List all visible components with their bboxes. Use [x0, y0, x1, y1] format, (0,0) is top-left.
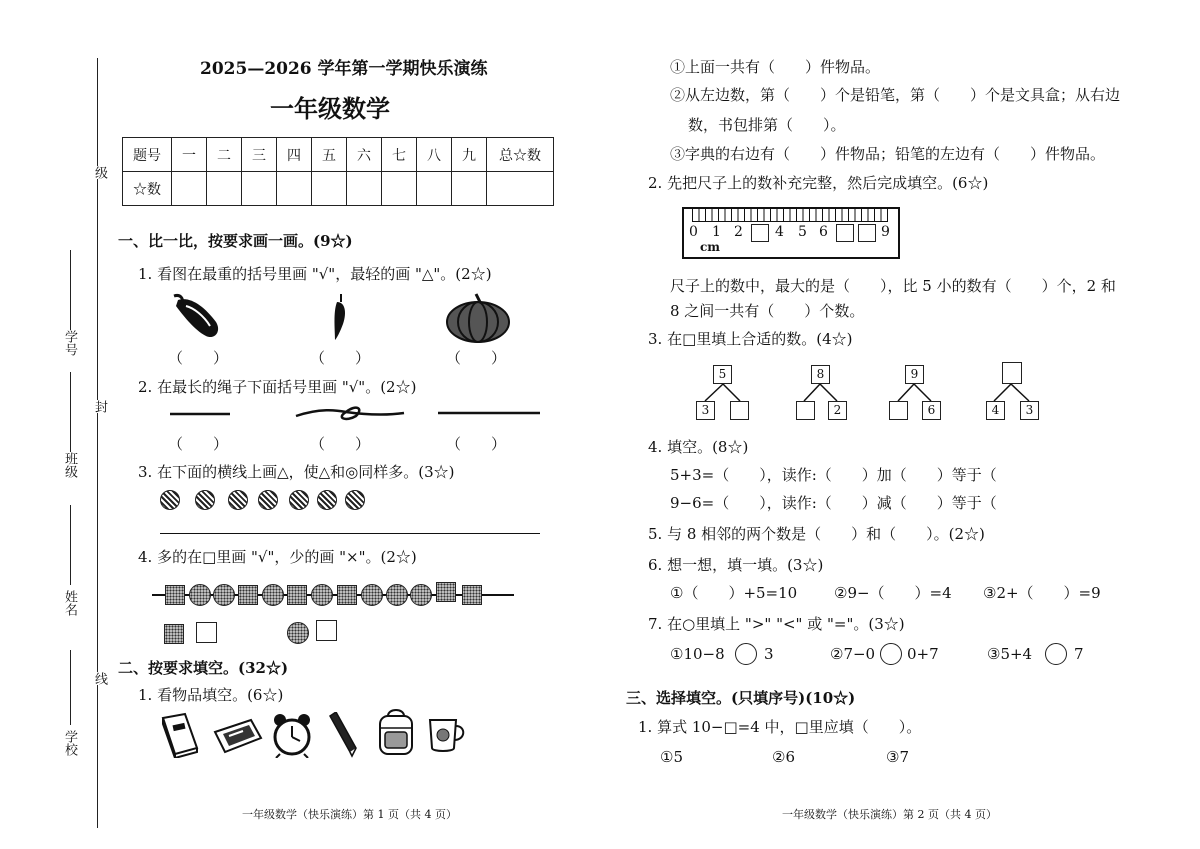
score-cell[interactable] — [172, 172, 207, 206]
question-2-1: 1. 看物品填空。(6☆) — [138, 686, 284, 704]
question-1-3: 3. 在下面的横线上画△，使△和◎同样多。(3☆) — [138, 463, 455, 481]
bead-circle — [189, 584, 211, 606]
question-3-1: 1. 算式 10−□=4 中，□里应填（ ）。 — [638, 718, 922, 736]
question-2-4: 4. 填空。(8☆) — [648, 438, 749, 456]
score-header-cell: 题号 — [123, 138, 172, 172]
ruler-blank-box[interactable] — [751, 224, 769, 242]
answer-paren[interactable]: （ ） — [168, 349, 229, 367]
answer-paren[interactable]: （ ） — [446, 349, 507, 367]
banji-line — [70, 372, 71, 452]
score-input-row — [123, 172, 554, 206]
bond-right[interactable]: 6 — [922, 401, 941, 420]
ruler-ticks — [692, 209, 888, 221]
neighbors-question: ③字典的右边有（ ）件物品；铅笔的左边有（ ）件物品。 — [670, 145, 1106, 163]
binding-label-xuehao[interactable]: 学号 — [62, 330, 77, 356]
chili-pepper-image — [327, 292, 353, 342]
score-header-cell: 总☆数 — [487, 138, 554, 172]
compare-a-right: 3 — [764, 645, 774, 663]
ruler-number: 4 — [775, 224, 784, 240]
alarm-clock-icon — [270, 712, 314, 758]
xuexiao-line — [70, 650, 71, 725]
answer-box[interactable] — [196, 622, 217, 643]
bond-right[interactable]: 2 — [828, 401, 847, 420]
bond-left[interactable] — [889, 401, 908, 420]
position-question: ②从左边数，第（ ）个是铅笔，第（ ）个是文具盒；从右边 — [670, 86, 1121, 104]
ruler-number: 5 — [798, 224, 807, 240]
pumpkin-image — [444, 292, 512, 344]
position-question-cont: 数，书包排第（ ）。 — [688, 116, 846, 134]
score-cell[interactable] — [312, 172, 347, 206]
ruler-number: 2 — [734, 224, 743, 240]
bond-left[interactable]: 4 — [986, 401, 1005, 420]
eggplant-image — [170, 292, 226, 342]
compare-circle[interactable] — [880, 643, 902, 665]
blank-equation-a[interactable]: ①（ ）+5=10 — [670, 584, 798, 602]
binding-label-ji: 级 — [92, 166, 107, 179]
bond-left[interactable] — [796, 401, 815, 420]
compare-b-left: ②7−0 — [830, 645, 876, 663]
score-row-label: ☆数 — [123, 172, 172, 206]
mug-icon — [426, 716, 468, 754]
binding-label-feng: 封 — [92, 400, 107, 413]
question-2-5: 5. 与 8 相邻的两个数是（ ）和（ ）。(2☆) — [648, 525, 985, 543]
pencil-case-icon — [213, 718, 263, 754]
choice-b[interactable]: ②6 — [772, 748, 795, 766]
score-header-cell: 八 — [417, 138, 452, 172]
score-header-cell: 三 — [242, 138, 277, 172]
xuehao-line — [70, 250, 71, 330]
striped-circle — [258, 490, 278, 510]
bead-square — [238, 585, 258, 605]
dictionary-icon — [159, 712, 201, 758]
score-cell[interactable] — [382, 172, 417, 206]
blank-equation-c[interactable]: ③2+（ ）=9 — [983, 584, 1101, 602]
striped-circle — [289, 490, 309, 510]
fill-line-addition[interactable]: 5+3=（ ），读作:（ ）加（ ）等于（ — [670, 466, 997, 484]
score-header-cell: 九 — [452, 138, 487, 172]
ruler-baseline — [692, 221, 888, 222]
xingming-line — [70, 505, 71, 585]
ropes-image — [160, 400, 545, 426]
score-header-cell: 二 — [207, 138, 242, 172]
bead-circle — [262, 584, 284, 606]
question-1-4: 4. 多的在□里画 "√"，少的画 "×"。(2☆) — [138, 548, 417, 566]
footer-page-1: 一年级数学（快乐演练）第 1 页（共 4 页） — [242, 808, 457, 821]
ruler-blank-box[interactable] — [858, 224, 876, 242]
legend-square — [164, 624, 184, 644]
legend-circle — [287, 622, 309, 644]
bond-top[interactable] — [1002, 362, 1022, 384]
bead-square — [165, 585, 185, 605]
answer-paren[interactable]: （ ） — [446, 435, 507, 453]
compare-b-right: 0+7 — [907, 645, 939, 663]
question-2-2: 2. 先把尺子上的数补充完整，然后完成填空。(6☆) — [648, 174, 989, 192]
exam-subject: 一年级数学 — [270, 94, 390, 123]
compare-a-left: ①10−8 — [670, 645, 725, 663]
compare-c-right: 7 — [1074, 645, 1084, 663]
exam-title: 2025—2026 学年第一学期快乐演练 — [200, 59, 488, 79]
answer-paren[interactable]: （ ） — [310, 435, 371, 453]
ruler-blank-box[interactable] — [836, 224, 854, 242]
item-count-question: ①上面一共有（ ）件物品。 — [670, 58, 881, 76]
bead-circle — [361, 584, 383, 606]
question-2-6: 6. 想一想，填一填。(3☆) — [648, 556, 824, 574]
bead-square — [337, 585, 357, 605]
binding-label-xian: 线 — [92, 672, 107, 685]
footer-page-2: 一年级数学（快乐演练）第 2 页（共 4 页） — [782, 808, 997, 821]
striped-circle — [345, 490, 365, 510]
ruler-question-1: 尺子上的数中，最大的是（ ），比 5 小的数有（ ）个，2 和 — [670, 277, 1116, 295]
bead-square — [287, 585, 307, 605]
striped-circle — [195, 490, 215, 510]
ruler-number: 1 — [712, 224, 721, 240]
ruler-number: 6 — [819, 224, 828, 240]
score-header-cell: 五 — [312, 138, 347, 172]
score-cell[interactable] — [347, 172, 382, 206]
bond-left[interactable]: 3 — [696, 401, 715, 420]
question-2-3: 3. 在□里填上合适的数。(4☆) — [648, 330, 853, 348]
section-2-heading: 二、按要求填空。(32☆) — [118, 659, 289, 677]
bond-top[interactable]: 9 — [905, 365, 924, 384]
score-header-cell: 四 — [277, 138, 312, 172]
bond-top[interactable]: 8 — [811, 365, 830, 384]
bead-circle — [386, 584, 408, 606]
pencil-icon — [326, 712, 360, 758]
score-header-cell: 六 — [347, 138, 382, 172]
bead-circle — [410, 584, 432, 606]
score-header-cell: 一 — [172, 138, 207, 172]
compare-circle[interactable] — [735, 643, 757, 665]
question-1-2: 2. 在最长的绳子下面括号里画 "√"。(2☆) — [138, 378, 417, 396]
bond-right[interactable]: 3 — [1020, 401, 1039, 420]
choice-c[interactable]: ③7 — [886, 748, 909, 766]
compare-circle[interactable] — [1045, 643, 1067, 665]
fill-line-subtraction[interactable]: 9−6=（ ），读作:（ ）减（ ）等于（ — [670, 494, 997, 512]
bead-circle — [311, 584, 333, 606]
bond-right[interactable] — [730, 401, 749, 420]
binding-label-xuexiao[interactable]: 学校 — [62, 730, 77, 756]
bead-square — [462, 585, 482, 605]
score-cell[interactable] — [207, 172, 242, 206]
ruler-number: 9 — [881, 224, 890, 240]
bead-square — [436, 582, 456, 602]
striped-circle — [317, 490, 337, 510]
answer-box[interactable] — [316, 620, 337, 641]
score-cell[interactable] — [277, 172, 312, 206]
score-cell[interactable] — [242, 172, 277, 206]
binding-label-banji[interactable]: 班级 — [62, 452, 77, 478]
schoolbag-icon — [376, 708, 416, 758]
compare-c-left: ③5+4 — [987, 645, 1033, 663]
section-3-heading: 三、选择填空。(只填序号)(10☆) — [626, 689, 856, 707]
answer-paren[interactable]: （ ） — [168, 435, 229, 453]
binding-label-xingming[interactable]: 姓名 — [62, 590, 77, 616]
score-cell[interactable] — [452, 172, 487, 206]
section-1-heading: 一、比一比，按要求画一画。(9☆) — [118, 232, 353, 250]
drawing-line[interactable] — [160, 533, 540, 534]
ruler-number: 0 — [689, 224, 698, 240]
score-table — [122, 137, 554, 206]
choice-a[interactable]: ①5 — [660, 748, 683, 766]
score-header-cell: 七 — [382, 138, 417, 172]
bond-top[interactable]: 5 — [713, 365, 732, 384]
answer-paren[interactable]: （ ） — [310, 349, 371, 367]
striped-circle — [228, 490, 248, 510]
score-header-row — [123, 138, 554, 172]
bead-circle — [213, 584, 235, 606]
question-2-7: 7. 在○里填上 ">" "<" 或 "="。(3☆) — [648, 615, 905, 633]
score-cell[interactable] — [417, 172, 452, 206]
question-1-1: 1. 看图在最重的括号里画 "√"，最轻的画 "△"。(2☆) — [138, 265, 492, 283]
ruler-unit: cm — [700, 240, 721, 254]
striped-circle — [160, 490, 180, 510]
ruler-question-2: 8 之间一共有（ ）个数。 — [670, 302, 865, 320]
blank-equation-b[interactable]: ②9−（ ）=4 — [834, 584, 952, 602]
score-cell[interactable] — [487, 172, 554, 206]
